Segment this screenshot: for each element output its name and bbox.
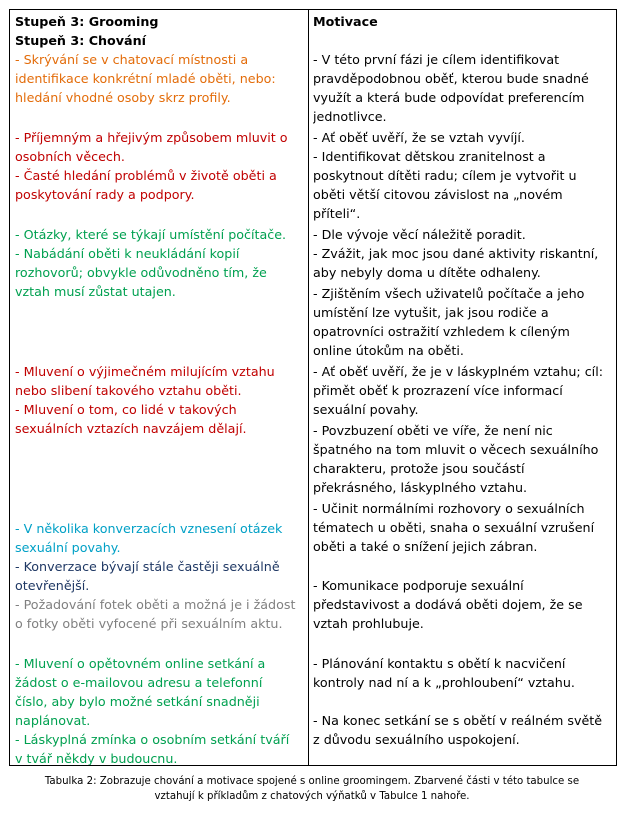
motivation-text-line: oběti větší citovou závislost na „novém bbox=[313, 187, 563, 202]
behavior-text-line: Stupeň 3: Chování bbox=[15, 33, 146, 48]
behavior-motivation-table bbox=[9, 9, 617, 766]
behavior-text-line: - Nabádání oběti k neukládání kopií bbox=[15, 246, 240, 261]
motivation-text-line: vztah prohlubuje. bbox=[313, 616, 424, 631]
motivation-text-line: - V této první fázi je cílem identifikovat bbox=[313, 52, 560, 67]
behavior-text-line: - Otázky, které se týkají umístění počítače. bbox=[15, 227, 287, 242]
behavior-text-line: sexuálních vztazích navzájem dělají. bbox=[15, 421, 247, 436]
behavior-text-line: poskytování rady a podpory. bbox=[15, 187, 195, 202]
motivation-text-line: charakteru, protože jsou součástí bbox=[313, 461, 525, 476]
behavior-text-line: o fotky oběti vyfocené při sexuálním aktu. bbox=[15, 616, 283, 631]
motivation-text-line: aby nebyly doma u dítěte odhaleny. bbox=[313, 265, 541, 280]
motivation-text-line: využít a která bude odpovídat preferencím bbox=[313, 90, 585, 105]
motivation-text-line: jednotlivce. bbox=[313, 109, 387, 124]
behavior-text-line: - Mluvení o tom, co lidé v takových bbox=[15, 402, 237, 417]
behavior-text-line: naplánovat. bbox=[15, 713, 91, 728]
motivation-text-line: - Komunikace podporuje sexuální bbox=[313, 578, 524, 593]
motivation-text-line: - Identifikovat dětskou zranitelnost a bbox=[313, 149, 546, 164]
behavior-column bbox=[15, 10, 305, 765]
motivation-text-line: kontroly nad ní a k „prohloubení“ vztahu. bbox=[313, 675, 575, 690]
motivation-text-line: poskytnout dítěti radu; cílem je vytvořit u bbox=[313, 168, 577, 183]
behavior-text-line: vztah musí zůstat utajen. bbox=[15, 284, 176, 299]
behavior-text-line: - Časté hledání problémů v životě oběti a bbox=[15, 168, 277, 183]
table-caption-line-1: Tabulka 2: Zobrazuje chování a motivace spojené s online groomingem. Zbarvené části v této tabulce se bbox=[44, 776, 580, 787]
behavior-text-line: - Požadování fotek oběti a možná je i žádost bbox=[15, 597, 296, 612]
motivation-text-line: umístění lze vytušit, jak jsou rodiče a bbox=[313, 305, 549, 320]
behavior-text-line: hledání vhodné osoby skrz profily. bbox=[15, 90, 231, 105]
behavior-text-line: - Láskyplná zmínka o osobním setkání tváří bbox=[15, 732, 290, 747]
motivation-text-line: tématech u oběti, snaha o sexuální vzrušení bbox=[313, 520, 595, 535]
motivation-text-line: překrásného, láskyplného vztahu. bbox=[313, 480, 528, 495]
motivation-text-line: Motivace bbox=[313, 14, 378, 29]
motivation-text-line: - Zvážit, jak moc jsou dané aktivity riskantní, bbox=[313, 246, 599, 261]
motivation-text-line: špatného na tom mluvit o věcech sexuálního bbox=[313, 442, 599, 457]
behavior-text-line: - Konverzace bývají stále častěji sexuálně bbox=[15, 559, 280, 574]
motivation-text-line: online útokům na oběti. bbox=[313, 343, 464, 358]
motivation-text-line: oběti a také o snížení jejich zábran. bbox=[313, 539, 538, 554]
behavior-text-line: Stupeň 3: Grooming bbox=[15, 14, 159, 29]
motivation-text-line: pravděpodobnou oběť, kterou bude snadné bbox=[313, 71, 589, 86]
behavior-text-line: číslo, aby bylo možné setkání snadněji bbox=[15, 694, 260, 709]
motivation-text-line: - Učinit normálními rozhovory o sexuálních bbox=[313, 501, 585, 516]
motivation-text-line: - Ať oběť uvěří, že se vztah vyvíjí. bbox=[313, 130, 525, 145]
motivation-text-line: opatrovníci ostražití vzhledem k cíleným bbox=[313, 324, 570, 339]
behavior-text-line: - Skrývání se v chatovací místnosti a bbox=[15, 52, 249, 67]
motivation-text-line: - Zjištěním všech uživatelů počítače a jeho bbox=[313, 286, 585, 301]
behavior-text-line: osobních věcech. bbox=[15, 149, 125, 164]
column-divider bbox=[308, 10, 309, 765]
table-caption-line-2: vztahují k příkladům z chatových výňatků v Tabulce 1 nahoře. bbox=[154, 791, 470, 802]
motivation-text-line: z důvodu sexuálního uspokojení. bbox=[313, 732, 520, 747]
motivation-column bbox=[313, 10, 613, 765]
behavior-text-line: identifikace konkrétní mladé oběti, nebo: bbox=[15, 71, 276, 86]
behavior-text-line: - Příjemným a hřejivým způsobem mluvit o bbox=[15, 130, 288, 145]
motivation-text-line: - Povzbuzení oběti ve víře, že není nic bbox=[313, 423, 553, 438]
motivation-text-line: představivost a dodává oběti dojem, že se bbox=[313, 597, 583, 612]
motivation-text-line: - Ať oběť uvěří, že je v láskyplném vztahu; cíl: bbox=[313, 364, 604, 379]
motivation-text-line: přimět oběť k prozrazení více informací bbox=[313, 383, 563, 398]
behavior-text-line: sexuální povahy. bbox=[15, 540, 121, 555]
motivation-text-line: - Dle vývoje věcí náležitě poradit. bbox=[313, 227, 526, 242]
behavior-text-line: - Mluvení o opětovném online setkání a bbox=[15, 656, 266, 671]
behavior-text-line: rozhovorů; obvykle odůvodněno tím, že bbox=[15, 265, 267, 280]
behavior-text-line: - Mluvení o výjimečném milujícím vztahu bbox=[15, 364, 275, 379]
behavior-text-line: otevřenější. bbox=[15, 578, 90, 593]
behavior-text-line: žádost o e-mailovou adresu a telefonní bbox=[15, 675, 263, 690]
motivation-text-line: sexuální povahy. bbox=[313, 402, 419, 417]
motivation-text-line: příteli“. bbox=[313, 206, 361, 221]
behavior-text-line: v tvář někdy v budoucnu. bbox=[15, 751, 178, 765]
behavior-text-line: nebo slibení takového vztahu oběti. bbox=[15, 383, 242, 398]
motivation-text-line: - Na konec setkání se s obětí v reálném světě bbox=[313, 713, 603, 728]
behavior-text-line: - V několika konverzacích vznesení otázek bbox=[15, 521, 283, 536]
motivation-text-line: - Plánování kontaktu s obětí k nacvičení bbox=[313, 656, 566, 671]
